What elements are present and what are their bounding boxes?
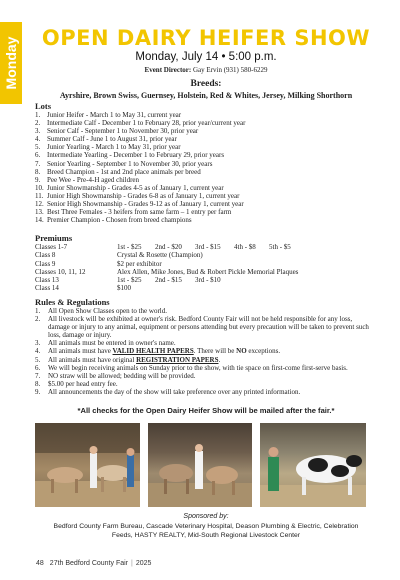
- event-date-time: Monday, July 14 • 5:00 p.m.: [135, 51, 277, 63]
- director-contact: Gay Ervin (931) 580-6229: [193, 66, 268, 74]
- event-director: [36, 66, 376, 74]
- list-item: 4. All animals must have VALID HEALTH PAPERS. There will be NO exceptions.: [35, 347, 281, 356]
- sponsored-by-label: Sponsored by:: [183, 513, 229, 520]
- list-item: 2. All livestock will be exhibited at owner's risk. Bedford County Fair will not be held responsible for any loss, damage or injury to any animal, equipment or persons attending but every precaution will be taken to prevent such loss, damage or injury.: [35, 315, 369, 340]
- rules-heading: Rules & Regulations: [35, 297, 110, 307]
- list-item: 3. All animals must be entered in owner's name.: [35, 339, 176, 348]
- director-label: Event Director:: [144, 66, 192, 74]
- list-item: 7. NO straw will be allowed; bedding will be provided.: [35, 371, 196, 380]
- breeds-list: Ayrshire, Brown Swiss, Guernsey, Holstein, Red & Whites, Jersey, Milking Shorthorn: [59, 91, 353, 100]
- rules-list: [35, 307, 375, 396]
- list-item: 11. Junior High Showmanship - Grades 6-8 as of January 1, current year: [35, 191, 240, 200]
- fair-edition: 27th Bedford County Fair: [49, 560, 129, 567]
- list-item: 9. All announcements the day of the show will take preference over any printed information.: [35, 387, 301, 396]
- list-item: 12. Senior High Showmanship - Grades 9-12 as of January 1, current year: [35, 200, 244, 209]
- list-item: 7. Senior Yearling - September 1 to November 30, prior years: [35, 159, 213, 168]
- list-item: 8. $5.00 per head entry fee.: [35, 379, 118, 388]
- list-item: 6. Intermediate Yearling - December 1 to February 29, prior years: [35, 151, 225, 160]
- show-photo-1: [35, 423, 140, 507]
- show-photo-2: [148, 423, 252, 507]
- list-item: 2. Intermediate Calf - December 1 to February 28, prior year/current year: [35, 119, 246, 128]
- list-item: 1. Junior Heifer - March 1 to May 31, current year: [35, 111, 182, 119]
- registration-papers-emphasis: REGISTRATION PAPERS: [136, 355, 219, 364]
- fair-year: 2025: [135, 560, 152, 567]
- day-tab-label: Monday: [3, 36, 19, 90]
- page-title: OPEN DAIRY HEIFER SHOW: [41, 26, 371, 50]
- show-photo-3: [260, 423, 366, 507]
- list-item: 1. All Open Show Classes open to the world.: [35, 307, 167, 315]
- page-footer: [36, 560, 151, 567]
- page-number: 48: [36, 560, 44, 567]
- list-item: 13. Best Three Females - 3 heifers from same farm – 1 entry per farm: [35, 208, 232, 217]
- checks-notice: *All checks for the Open Dairy Heifer Show will be mailed after the fair.*: [77, 406, 335, 415]
- list-item: 5. Junior Yearling - March 1 to May 31, prior year: [35, 143, 181, 152]
- lots-list: [35, 111, 375, 224]
- list-item: 9. Pee Wee - Pre-4-H aged children: [35, 175, 140, 184]
- list-item: 10. Junior Showmanship - Grades 4-5 as of January 1, current year: [35, 183, 224, 192]
- list-item: 5. All animals must have original REGISTRATION PAPERS.: [35, 355, 221, 364]
- list-item: 8. Breed Champion - 1st and 2nd place animals per breed: [35, 167, 201, 176]
- sponsors-list: Bedford County Farm Bureau, Cascade Veterinary Hospital, Deason Plumbing & Electric, Celebration Feeds, HASTY REALTY, Mid-South Regional Livestock Center: [53, 523, 359, 539]
- list-item: 3. Senior Calf - September 1 to November 30, prior year: [35, 127, 199, 136]
- premiums-heading: Premiums: [35, 233, 73, 243]
- lots-heading: Lots: [35, 101, 52, 111]
- list-item: 4. Summer Calf - June 1 to August 31, prior year: [35, 135, 177, 144]
- breeds-heading: Breeds:: [190, 79, 222, 89]
- list-item: 14. Premier Champion - Chosen from breed champions: [35, 216, 192, 225]
- footer-separator: |: [131, 560, 133, 567]
- day-tab: [0, 22, 22, 104]
- health-papers-emphasis: VALID HEALTH PAPERS: [112, 347, 194, 356]
- list-item: 6. We will begin receiving animals on Sunday prior to the show, with tie space on first-come first-serve basis.: [35, 363, 348, 372]
